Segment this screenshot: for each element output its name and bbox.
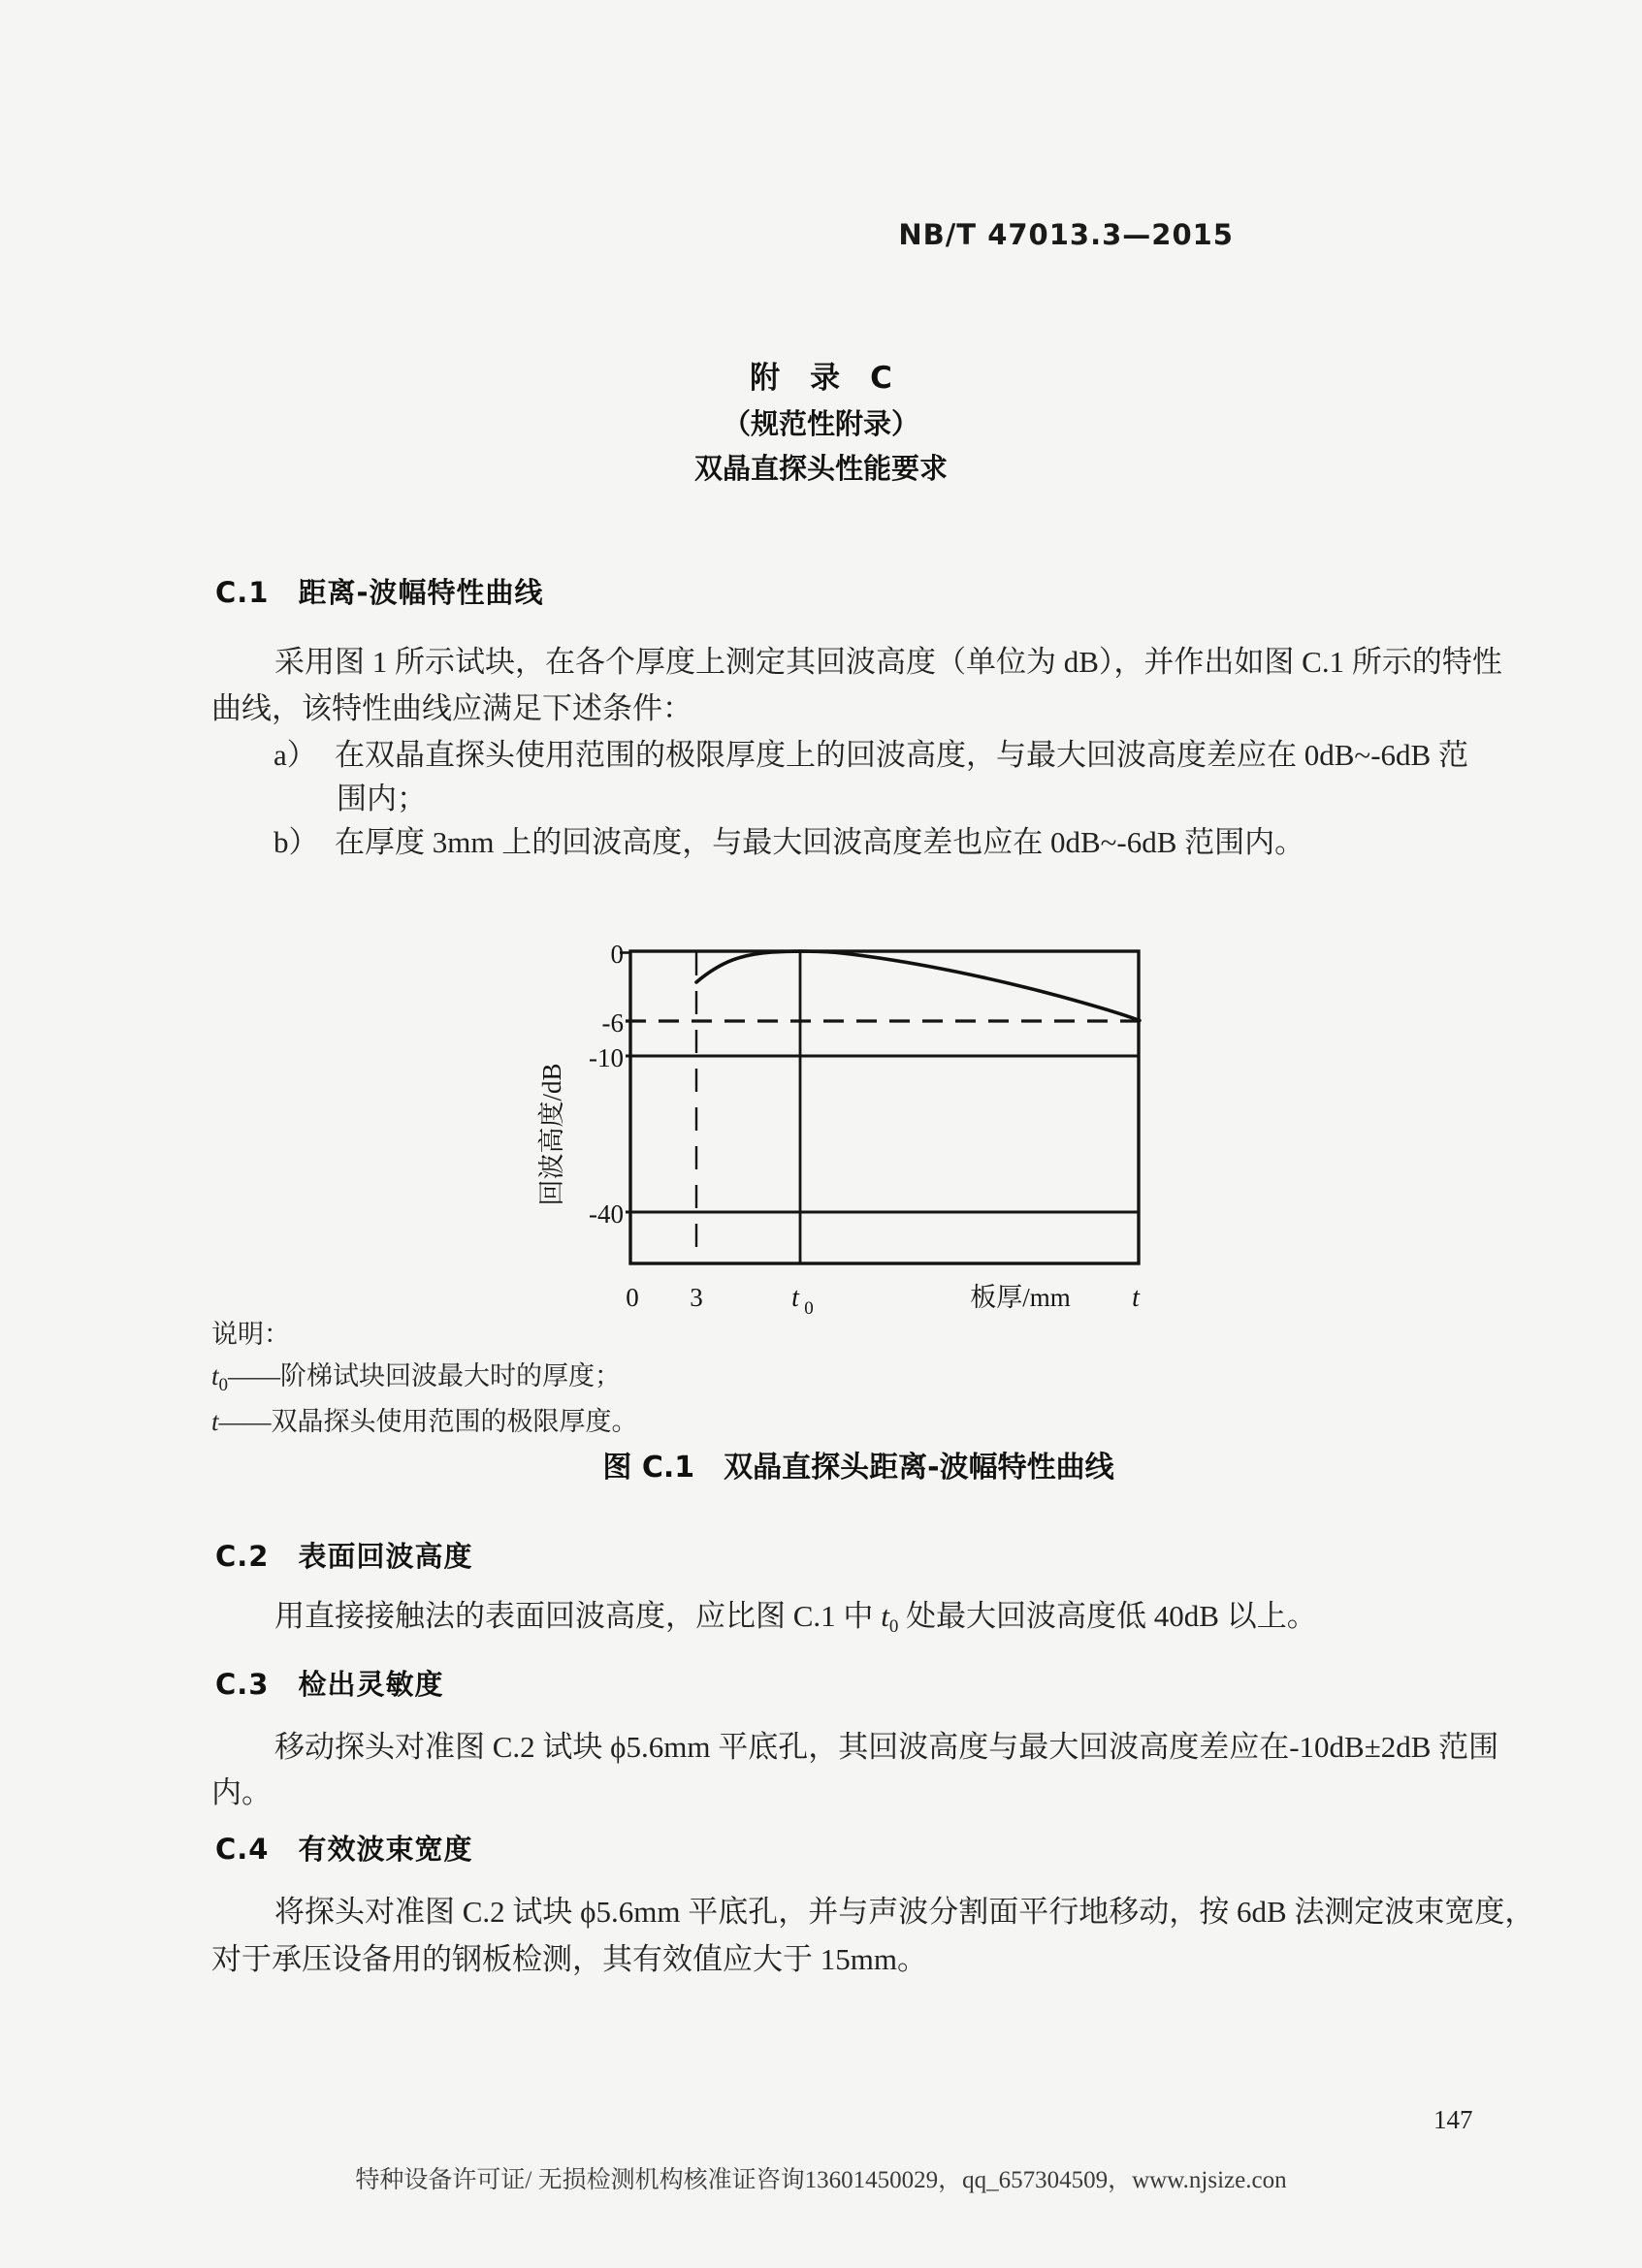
ytick-minus10-label: -10 — [589, 1043, 624, 1072]
y-axis-label: 回波高度/dB — [537, 1063, 566, 1206]
xtick-t-label: t — [1132, 1283, 1140, 1313]
legend-t0-symbol: t — [211, 1361, 219, 1390]
standard-number-header: NB/T 47013.3—2015 — [898, 218, 1234, 251]
c1-paragraph-line1: 采用图 1 所示试块，在各个厚度上测定其回波高度（单位为 dB），并作出如图 C.1 所示的特性 — [274, 645, 1502, 679]
legend-item-t — [211, 1409, 638, 1440]
xtick-t0-label: t — [791, 1283, 799, 1313]
response-curve — [696, 951, 1140, 1020]
legend-item-t0 — [211, 1363, 621, 1394]
appendix-subject: 双晶直探头性能要求 — [693, 452, 948, 485]
page-number: 147 — [1433, 2105, 1473, 2134]
ytick-0-label: 0 — [610, 940, 624, 969]
c2-text-after: 处最大回波高度低 40dB 以上。 — [898, 1599, 1317, 1633]
legend-t0-dash: —— — [228, 1361, 281, 1390]
footer-watermark: 特种设备许可证/ 无损检测机构核准证咨询13601450029，qq_657304509，www.njsize.con — [355, 2167, 1287, 2193]
c2-paragraph — [274, 1601, 1317, 1636]
legend-t0-subscript: 0 — [218, 1375, 229, 1395]
list-item-b-marker: b） — [274, 825, 319, 859]
xtick-0-label: 0 — [626, 1283, 639, 1312]
legend-t0-text: 阶梯试块回波最大时的厚度； — [280, 1361, 622, 1390]
c4-paragraph-line2: 对于承压设备用的钢板检测，其有效值应大于 15mm。 — [211, 1942, 927, 1976]
c2-t0-subscript: 0 — [888, 1616, 899, 1637]
ytick-minus40-label: -40 — [589, 1199, 624, 1229]
ytick-minus6-label: -6 — [601, 1008, 624, 1038]
section-c1-heading: C.1 距离-波幅特性曲线 — [215, 576, 544, 609]
c3-paragraph-line1: 移动探头对准图 C.2 试块 ϕ5.6mm 平底孔，其回波高度与最大回波高度差应在-10dB±2dB 范围 — [274, 1730, 1499, 1764]
legend-t-text: 双晶探头使用范围的极限厚度。 — [271, 1407, 638, 1436]
legend-t-symbol: t — [211, 1407, 219, 1436]
list-item-a-line1: 在双晶直探头使用范围的极限厚度上的回波高度，与最大回波高度差应在 0dB~-6dB 范 — [335, 738, 1468, 772]
c2-text-before: 用直接接触法的表面回波高度，应比图 C.1 中 — [274, 1599, 882, 1633]
figure-c1-chart — [524, 926, 1203, 1324]
x-axis-label: 板厚/mm — [970, 1283, 1071, 1312]
c3-paragraph-line2: 内。 — [211, 1775, 272, 1809]
list-item-a-marker: a） — [274, 738, 317, 772]
figure-caption: 图 C.1 双晶直探头距离-波幅特性曲线 — [602, 1451, 1114, 1485]
section-c4-heading: C.4 有效波束宽度 — [215, 1833, 473, 1866]
appendix-title: 附 录 C — [750, 361, 892, 396]
list-item-a-line2: 围内； — [337, 782, 427, 815]
c4-paragraph-line1: 将探头对准图 C.2 试块 ϕ5.6mm 平底孔，并与声波分割面平行地移动，按 6dB 法测定波束宽度， — [274, 1895, 1535, 1929]
section-c3-heading: C.3 检出灵敏度 — [215, 1668, 444, 1701]
xtick-3-label: 3 — [690, 1283, 703, 1312]
c2-t0-symbol: t — [881, 1599, 889, 1633]
appendix-kind: （规范性附录） — [722, 407, 919, 440]
legend-t-dash: —— — [218, 1407, 272, 1436]
c1-paragraph-line2: 曲线，该特性曲线应满足下述条件： — [211, 691, 692, 725]
list-item-b-line1: 在厚度 3mm 上的回波高度，与最大回波高度差也应在 0dB~-6dB 范围内。 — [335, 825, 1305, 859]
figure-legend-label: 说明： — [211, 1320, 290, 1349]
section-c2-heading: C.2 表面回波高度 — [215, 1540, 473, 1573]
xtick-t0-subscript: 0 — [804, 1298, 814, 1319]
